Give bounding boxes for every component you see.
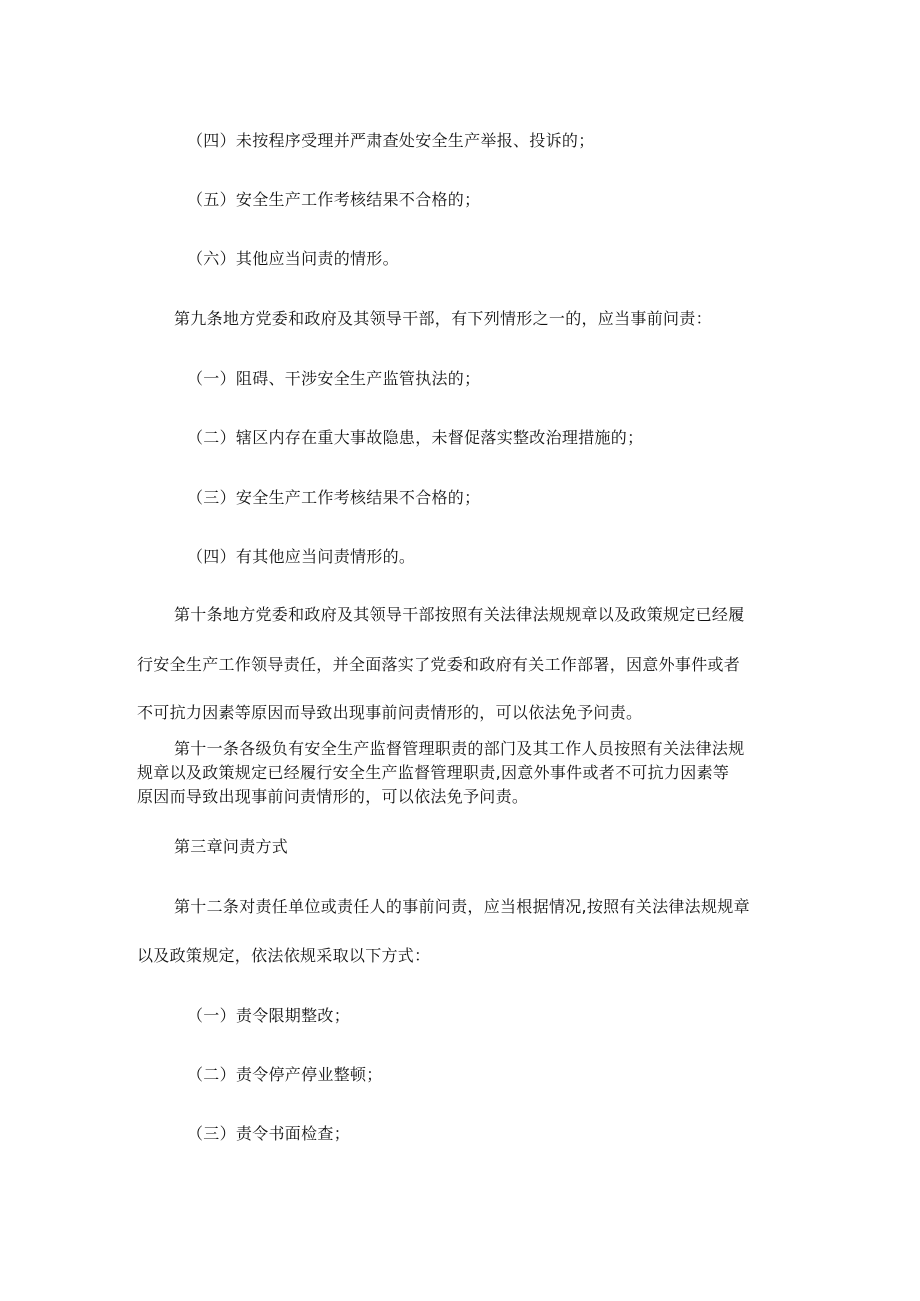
article-10-line-1: 第十条地方党委和政府及其领导干部按照有关法律法规规章以及政策规定已经履: [174, 605, 745, 624]
list-item-4-rejecting-reports: （四）未按程序受理并严肃查处安全生产举报、投诉的；: [187, 131, 595, 150]
list-item-3-assessment-failed: （三）安全生产工作考核结果不合格的；: [187, 488, 481, 507]
list-item-6-other-cases: （六）其他应当问责的情形。: [187, 249, 399, 268]
chapter-3-title: 第三章问责方式: [174, 837, 289, 856]
article-11-line-3: 原因而导致出现事前问责情形的，可以依法免予问责。: [137, 787, 529, 806]
list-item-3-written-review: （三）责令书面检查；: [187, 1124, 351, 1143]
list-item-2-major-hazards: （二）辖区内存在重大事故隐患，未督促落实整改治理措施的；: [187, 428, 644, 447]
list-item-1-obstruct-enforcement: （一）阻碍、干涉安全生产监管执法的；: [187, 369, 481, 388]
list-item-1-rectify-deadline: （一）责令限期整改；: [187, 1006, 351, 1025]
list-item-4-other-cases: （四）有其他应当问责情形的。: [187, 547, 416, 566]
article-9-heading: 第九条地方党委和政府及其领导干部，有下列情形之一的，应当事前问责：: [174, 309, 712, 328]
article-11-line-2: 规章以及政策规定已经履行安全生产监督管理职责,因意外事件或者不可抗力因素等: [137, 763, 730, 782]
article-10-line-2: 行安全生产工作领导责任，并全面落实了党委和政府有关工作部署，因意外事件或者: [137, 655, 741, 674]
list-item-2-suspend-production: （二）责令停产停业整顿；: [187, 1065, 383, 1084]
article-12-line-2: 以及政策规定，依法依规采取以下方式：: [137, 946, 431, 965]
article-12-line-1: 第十二条对责任单位或责任人的事前问责，应当根据情况,按照有关法律法规规章: [174, 897, 750, 916]
article-11-line-1: 第十一条各级负有安全生产监督管理职责的部门及其工作人员按照有关法律法规: [174, 739, 745, 758]
article-10-line-3: 不可抗力因素等原因而导致出现事前问责情形的，可以依法免予问责。: [137, 703, 643, 722]
list-item-5-assessment-failed: （五）安全生产工作考核结果不合格的；: [187, 190, 481, 209]
